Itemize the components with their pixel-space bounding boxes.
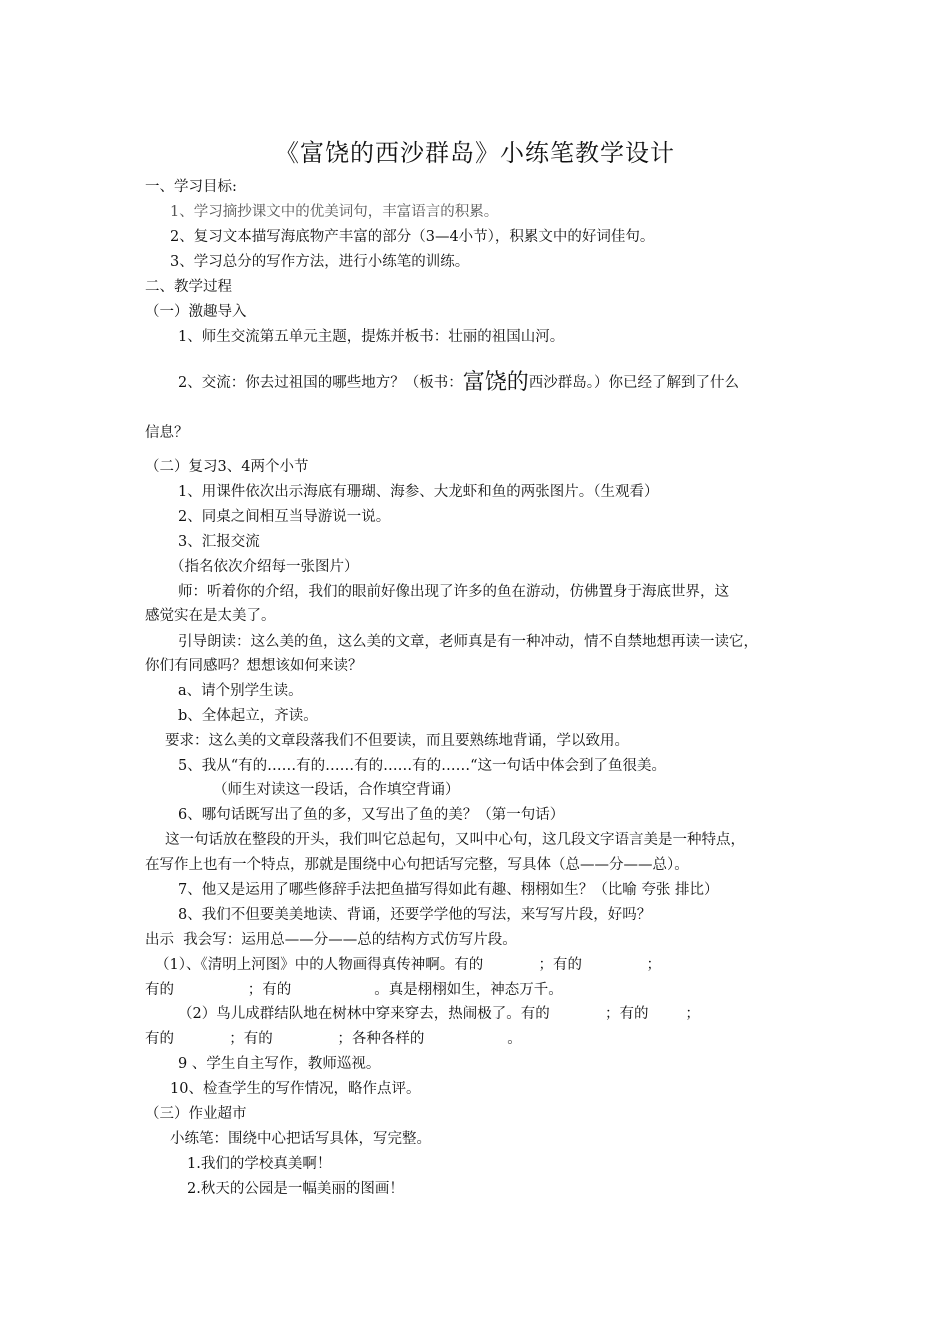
paragraph-line: 有的 ；有的 ；各种各样的 。 bbox=[145, 1031, 522, 1047]
emphasized-text: 富饶的 bbox=[462, 370, 529, 395]
paragraph-line: 10、检查学生的写作情况，略作点评。 bbox=[170, 1081, 421, 1097]
paragraph-line: 1.我们的学校真美啊！ bbox=[187, 1156, 332, 1172]
paragraph-line: 5、我从“有的……有的……有的……有的……“这一句话中体会到了鱼很美。 bbox=[178, 758, 667, 774]
paragraph-line: （2）鸟儿成群结队地在树林中穿来穿去，热闹极了。有的 ；有的 ； bbox=[178, 1006, 700, 1022]
section-heading-goals: 一、学习目标: bbox=[145, 179, 237, 195]
paragraph-line: 这一句话放在整段的开头，我们叫它总起句，又叫中心句，这几段文字语言美是一种特点， bbox=[165, 832, 745, 848]
paragraph-line: （1）、《清明上河图》中的人物画得真传神啊。有的 ；有的 ； bbox=[155, 957, 662, 973]
paragraph-line: 要求：这么美的文章段落我们不但要读，而且要熟练地背诵，学以致用。 bbox=[165, 733, 629, 749]
paragraph-line: 9 、学生自主写作，教师巡视。 bbox=[178, 1056, 381, 1072]
paragraph-line: （指名依次介绍每一张图片） bbox=[170, 559, 359, 575]
goal-item: 3、学习总分的写作方法，进行小练笔的训练。 bbox=[170, 254, 470, 270]
paragraph-line: 感觉实在是太美了。 bbox=[145, 608, 276, 624]
text-run: 西沙群岛。）你已经了解到了什么 bbox=[528, 375, 739, 391]
paragraph-line: 2、同桌之间相互当导游说一说。 bbox=[178, 509, 391, 525]
subsection-heading: （三）作业超市 bbox=[145, 1106, 247, 1122]
paragraph-line: 6、哪句话既写出了鱼的多，又写出了鱼的美？（第一句话） bbox=[178, 807, 565, 823]
paragraph-line: （师生对读这一段话，合作填空背诵） bbox=[213, 782, 460, 798]
section-heading-process: 二、教学过程 bbox=[145, 279, 232, 295]
paragraph-line: 在写作上也有一个特点，那就是围绕中心句把话写完整，写具体（总——分——总）。 bbox=[145, 857, 689, 873]
paragraph-line: 师：听着你的介绍，我们的眼前好像出现了许多的鱼在游动，仿佛置身于海底世界，这 bbox=[178, 584, 729, 600]
paragraph-line: 3、汇报交流 bbox=[178, 534, 260, 550]
goal-item: 2、复习文本描写海底物产丰富的部分（3—4小节），积累文中的好词佳句。 bbox=[170, 229, 655, 245]
paragraph-line: 2.秋天的公园是一幅美丽的图画！ bbox=[187, 1181, 404, 1197]
paragraph-line bbox=[178, 370, 739, 395]
subsection-heading: （二）复习3、4两个小节 bbox=[145, 459, 309, 475]
goal-item: 1、学习摘抄课文中的优美词句，丰富语言的积累。 bbox=[170, 204, 499, 220]
paragraph-line: 1、用课件依次出示海底有珊瑚、海参、大龙虾和鱼的两张图片。（生观看） bbox=[178, 484, 659, 500]
paragraph-line: 7、他又是运用了哪些修辞手法把鱼描写得如此有趣、栩栩如生？（比喻 夸张 排比） bbox=[178, 882, 719, 898]
paragraph-line: 信息？ bbox=[145, 425, 189, 441]
text-run: 2、交流：你去过祖国的哪些地方？（板书： bbox=[178, 375, 463, 391]
paragraph-line: 出示 我会写：运用总——分——总的结构方式仿写片段。 bbox=[145, 932, 517, 948]
paragraph-line: 小练笔：围绕中心把话写具体，写完整。 bbox=[170, 1131, 431, 1147]
paragraph-line: 引导朗读：这么美的鱼，这么美的文章，老师真是有一种冲动，情不自禁地想再读一读它， bbox=[178, 634, 758, 650]
document-title: 《富饶的西沙群岛》小练笔教学设计 bbox=[275, 139, 675, 167]
paragraph-line: 有的 ；有的 。真是栩栩如生，神态万千。 bbox=[145, 982, 563, 998]
paragraph-line: b、全体起立，齐读。 bbox=[178, 708, 318, 724]
paragraph-line: a、请个别学生读。 bbox=[178, 683, 303, 699]
subsection-heading: （一）激趣导入 bbox=[145, 304, 247, 320]
paragraph-line: 1、师生交流第五单元主题，提炼并板书：壮丽的祖国山河。 bbox=[178, 329, 565, 345]
paragraph-line: 8、我们不但要美美地读、背诵，还要学学他的写法，来写写片段，好吗？ bbox=[178, 907, 652, 923]
paragraph-line: 你们有同感吗？想想该如何来读？ bbox=[145, 658, 363, 674]
